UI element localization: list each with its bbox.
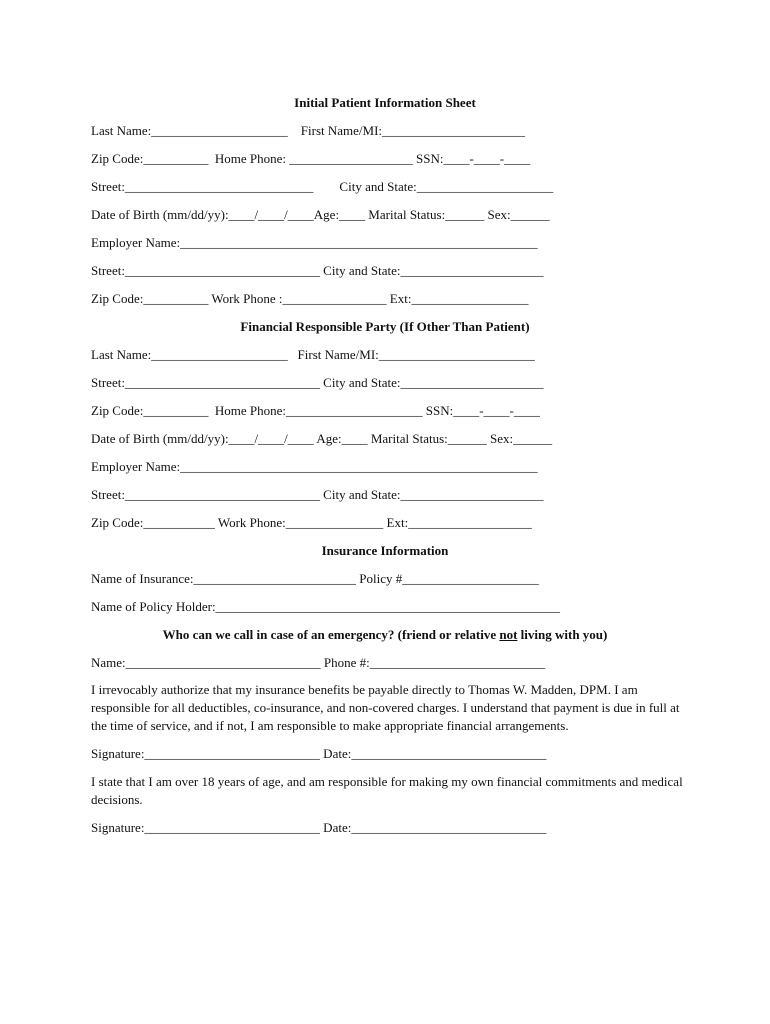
emergency-contact-heading <box>0 627 770 642</box>
insurance-heading: Insurance Information <box>321 543 449 558</box>
patient-street-city-row[interactable]: Street:_____________________________ City and State:_____________________ <box>91 179 554 194</box>
age-statement-signature-row[interactable]: Signature:___________________________ Date:______________________________ <box>91 820 547 835</box>
emergency-heading-after: living with you) <box>517 627 608 642</box>
financial-employer-street-row[interactable]: Street:______________________________ City and State:______________________ <box>91 487 544 502</box>
authorization-paragraph: I irrevocably authorize that my insurance benefits be payable directly to Thomas W. Madden, DPM. I am responsible for all deductibles, co-insurance, and non-covered charges. I understand that payment is due in full at the time of service, and if not, I am responsible to make appropriate financial arrangements. <box>91 682 680 733</box>
financial-zip-phone-ssn-row[interactable]: Zip Code:__________ Home Phone:_____________________ SSN:____-____-____ <box>91 403 540 418</box>
patient-employer-row[interactable]: Employer Name:_______________________________________________________ <box>91 235 538 250</box>
policy-holder-row[interactable]: Name of Policy Holder:_____________________________________________________ <box>91 599 561 614</box>
authorization-signature-row[interactable]: Signature:___________________________ Date:______________________________ <box>91 746 547 761</box>
patient-work-phone-row[interactable]: Zip Code:__________ Work Phone :________________ Ext:__________________ <box>91 291 529 306</box>
financial-street-city-row[interactable]: Street:______________________________ City and State:______________________ <box>91 375 544 390</box>
financial-name-row[interactable]: Last Name:_____________________ First Name/MI:________________________ <box>91 347 535 362</box>
financial-dob-age-row[interactable]: Date of Birth (mm/dd/yy):____/____/____ Age:____ Marital Status:______ Sex:______ <box>91 431 553 446</box>
age-statement-paragraph: I state that I am over 18 years of age, and am responsible for making my own financial commitments and medical decisions. <box>91 774 683 807</box>
emergency-name-phone-row[interactable]: Name:______________________________ Phone #:___________________________ <box>91 655 546 670</box>
financial-work-phone-row[interactable]: Zip Code:___________ Work Phone:_______________ Ext:___________________ <box>91 515 532 530</box>
form-title: Initial Patient Information Sheet <box>294 95 476 110</box>
emergency-heading-before: Who can we call in case of an emergency? (friend or relative <box>162 627 500 642</box>
financial-employer-row[interactable]: Employer Name:_______________________________________________________ <box>91 459 538 474</box>
patient-dob-age-row[interactable]: Date of Birth (mm/dd/yy):____/____/____Age:____ Marital Status:______ Sex:______ <box>91 207 550 222</box>
patient-zip-phone-ssn-row[interactable]: Zip Code:__________ Home Phone: ___________________ SSN:____-____-____ <box>91 151 531 166</box>
financial-party-heading: Financial Responsible Party (If Other Than Patient) <box>240 319 530 334</box>
patient-employer-street-row[interactable]: Street:______________________________ City and State:______________________ <box>91 263 544 278</box>
patient-name-row[interactable]: Last Name:_____________________ First Name/MI:______________________ <box>91 123 526 138</box>
insurance-name-policy-row[interactable]: Name of Insurance:_________________________ Policy #_____________________ <box>91 571 539 586</box>
emergency-heading-not: not <box>499 627 518 642</box>
